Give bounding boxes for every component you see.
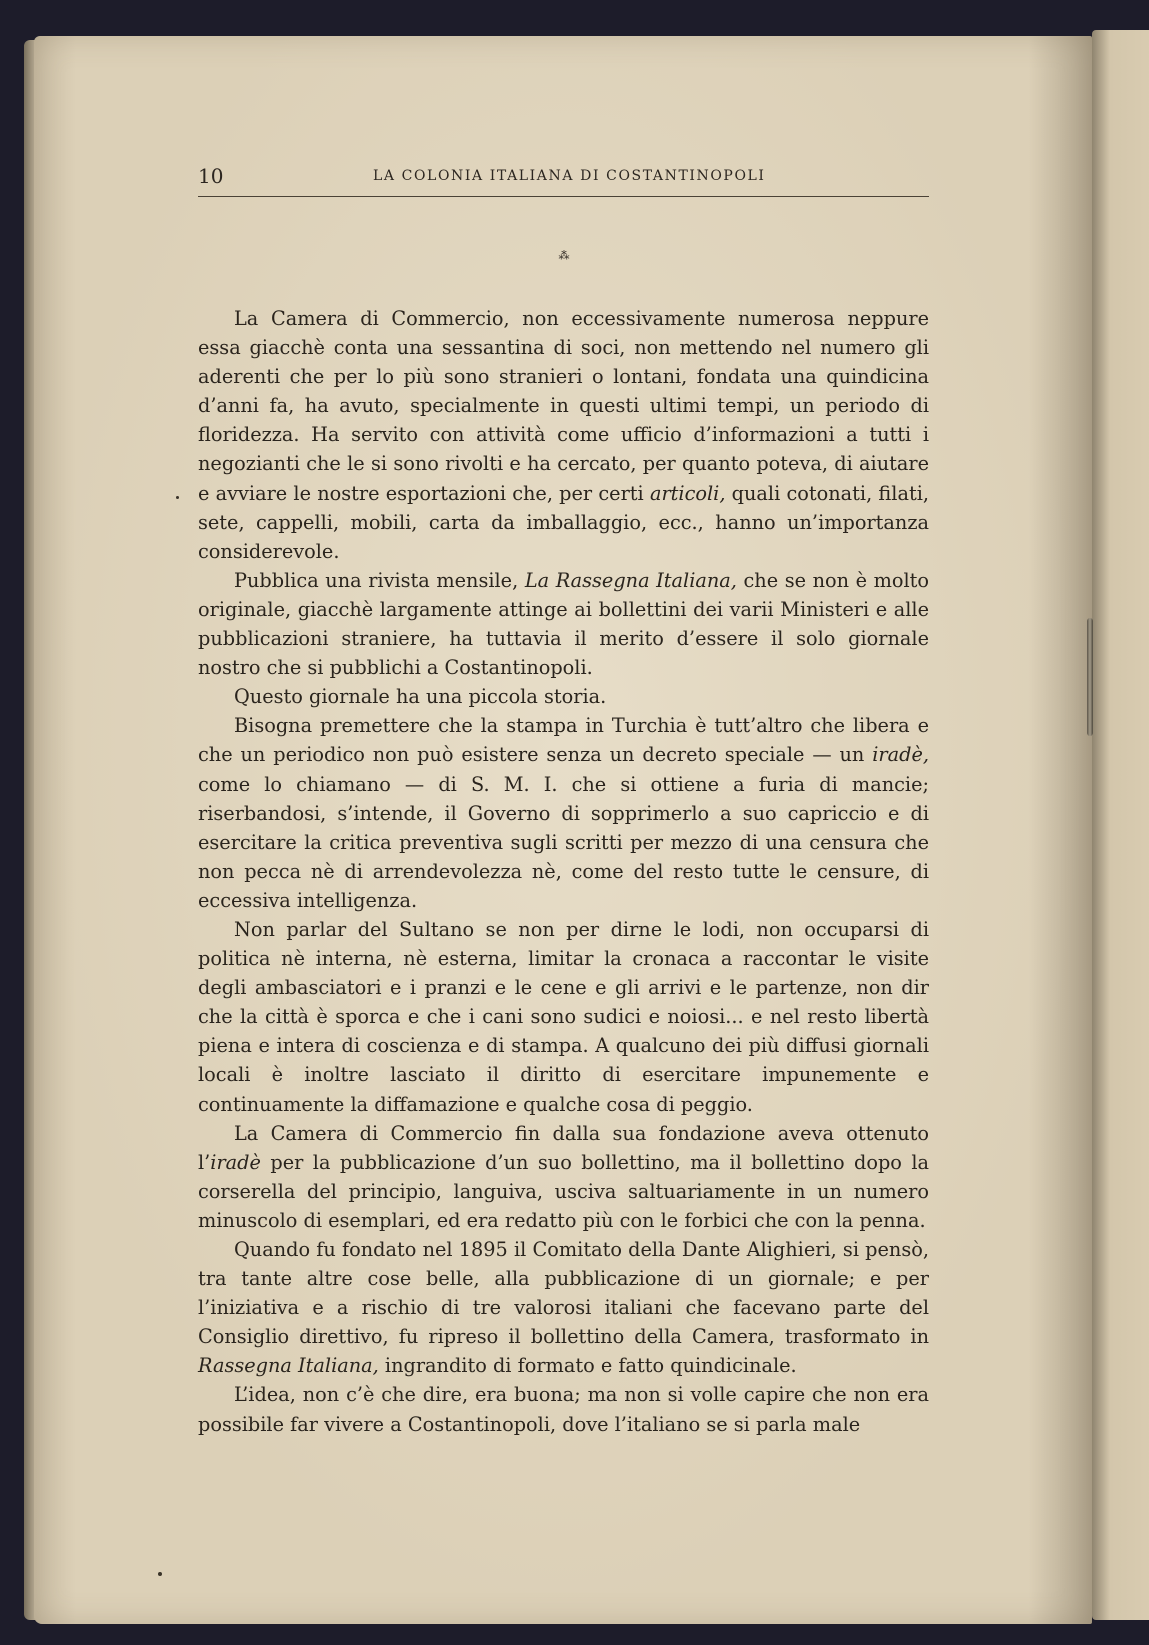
- italic-text: Rassegna Italiana,: [198, 1354, 379, 1378]
- text-run: Quando fu fondato nel 1895 il Comitato della Dante Alighieri, si pensò, tra tante altre cose belle, alla pubblicazione di un giornale; e per l’iniziativa e a rischio di tre valorosi italiani che facevano parte del Consiglio direttivo, fu ripreso il bollettino della Camera, trasformato in: [198, 1238, 929, 1349]
- paragraph: [198, 682, 929, 711]
- paragraph: [198, 915, 929, 1119]
- text-run: Non parlar del Sultano se non per dirne le lodi, non occuparsi di politica nè interna, nè esterna, limitar la cronaca a raccontar le visite degli ambasciatori e i pranzi e le cene e gli arrivi e le partenze, non dir che la città è sporca e che i cani sono sudici e noiosi... e nel resto libertà piena e intera di coscienza e di stampa. A qualcuno dei più diffusi giornali locali è inoltre lasciato il diritto di esercitare impunemente e continuamente la diffamazione e qualche cosa di peggio.: [198, 917, 929, 1116]
- page-number: 10: [198, 164, 224, 188]
- text-run: La Camera di Commercio, non eccessivamente numerosa neppure essa giacchè conta una sessantina di soci, non mettendo nel numero gli aderenti che per lo più sono stranieri o lontani, fondata una quindicina d’anni fa, ha avuto, specialmente in questi ultimi tempi, un periodo di floridezza. Ha servito con attività come ufficio d’informazioni a tutti i negozianti che le si sono rivolti e ha cercato, per quanto poteva, di aiutare e avviare le nostre esportazioni che, per certi: [198, 307, 929, 505]
- ink-speck: [176, 496, 179, 499]
- text-run: L’idea, non c’è che dire, era buona; ma non si volle capire che non era possibile far vivere a Costantinopoli, dove l’italiano se si parla male: [198, 1383, 929, 1436]
- running-header: [198, 164, 929, 197]
- paragraph: [198, 304, 929, 566]
- paragraph: [198, 711, 929, 915]
- paragraph: [198, 1235, 929, 1380]
- text-run: Pubblica una rivista mensile,: [234, 568, 525, 592]
- binding-staple: [1087, 618, 1093, 736]
- italic-text: articoli,: [649, 481, 726, 505]
- paragraph: [198, 1380, 929, 1438]
- body-text: [198, 304, 929, 1439]
- text-run: come lo chiamano — di S. M. I. che si ottiene a furia di mancie; riserbandosi, s’intende, il Governo di sopprimerlo a suo capriccio e di esercitare la critica preventiva sugli scritti per mezzo di una censura che non pecca nè di arrendevolezza nè, come del resto tutte le censure, di eccessiva intelligenza.: [198, 772, 929, 912]
- italic-text: La Rassegna Italiana,: [524, 568, 737, 592]
- paragraph: [198, 1119, 929, 1235]
- text-run: Questo giornale ha una piccola storia.: [234, 685, 607, 709]
- text-run: ingrandito di formato e fatto quindicinale.: [378, 1354, 797, 1378]
- paragraph: [198, 566, 929, 682]
- facing-page-edge: [1092, 30, 1149, 1620]
- ink-speck: [158, 1572, 162, 1576]
- text-run: quali cotonati, filati, sete, cappelli, mobili, carta da imballaggio, ecc., hanno un’importanza considerevole.: [198, 481, 929, 563]
- running-title: LA COLONIA ITALIANA DI COSTANTINOPOLI: [373, 168, 766, 184]
- text-run: La Camera di Commercio fin dalla sua fondazione aveva ottenuto l’: [198, 1121, 929, 1174]
- italic-text: iradè: [210, 1150, 261, 1174]
- text-run: per la pubblicazione d’un suo bollettino, ma il bollettino dopo la corserella del principio, languiva, usciva saltuariamente in un numero minuscolo di esemplari, ed era redatto più con le forbici che con la penna.: [198, 1150, 929, 1232]
- text-run: Bisogna premettere che la stampa in Turchia è tutt’altro che libera e che un periodico non può esistere senza un decreto speciale — un: [198, 714, 929, 767]
- section-break-asterism: ⁂: [558, 249, 570, 262]
- italic-text: iradè,: [872, 743, 929, 767]
- text-run: che se non è molto originale, giacchè largamente attinge ai bollettini dei varii Ministeri e alle pubblicazioni straniere, ha tuttavia il merito d’essere il solo giornale nostro che si pubblichi a Costantinopoli.: [198, 568, 930, 680]
